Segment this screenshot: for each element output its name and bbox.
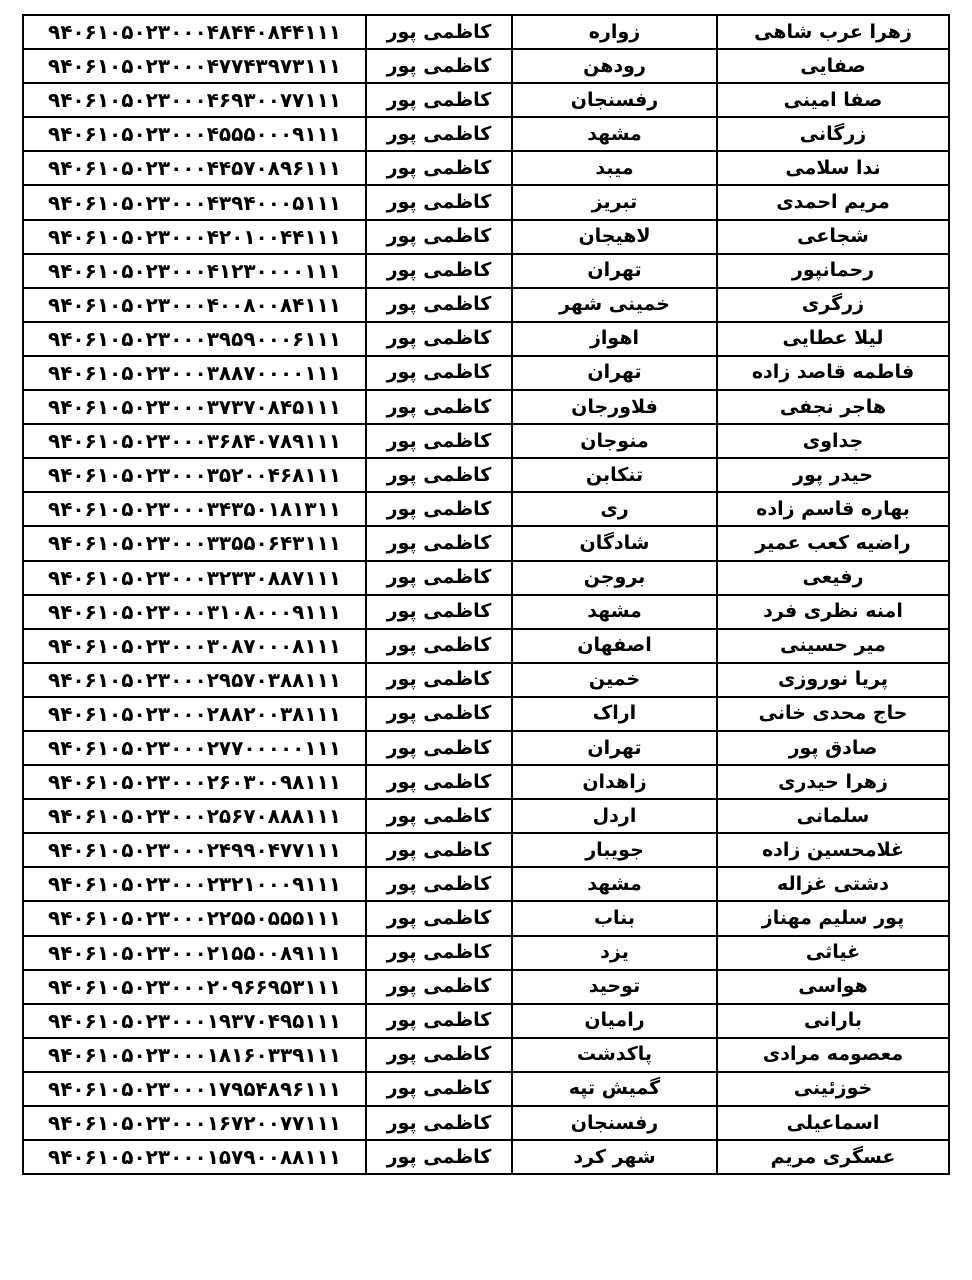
table-row <box>23 424 949 458</box>
family-cell: کاظمی پور <box>366 151 512 185</box>
city-cell: رودهن <box>512 49 717 83</box>
family-cell: کاظمی پور <box>366 492 512 526</box>
code-cell: ۹۴۰۶۱۰۵۰۲۳۰۰۰۴۱۲۳۰۰۰۰۱۱۱ <box>23 254 366 288</box>
code-cell: ۹۴۰۶۱۰۵۰۲۳۰۰۰۴۶۹۳۰۰۷۷۱۱۱ <box>23 83 366 117</box>
table-row <box>23 765 949 799</box>
family-cell: کاظمی پور <box>366 1038 512 1072</box>
code-cell: ۹۴۰۶۱۰۵۰۲۳۰۰۰۳۱۰۸۰۰۰۹۱۱۱ <box>23 595 366 629</box>
family-cell: کاظمی پور <box>366 970 512 1004</box>
document-sheet <box>22 14 948 1175</box>
city-cell: توحید <box>512 970 717 1004</box>
name-cell: مریم احمدی <box>717 185 949 219</box>
family-cell: کاظمی پور <box>366 867 512 901</box>
city-cell: اردل <box>512 799 717 833</box>
code-cell: ۹۴۰۶۱۰۵۰۲۳۰۰۰۴۳۹۴۰۰۰۵۱۱۱ <box>23 185 366 219</box>
code-cell: ۹۴۰۶۱۰۵۰۲۳۰۰۰۳۴۳۵۰۱۸۱۳۱۱ <box>23 492 366 526</box>
city-cell: جویبار <box>512 833 717 867</box>
family-cell: کاظمی پور <box>366 561 512 595</box>
city-cell: مشهد <box>512 595 717 629</box>
table-row <box>23 663 949 697</box>
code-cell: ۹۴۰۶۱۰۵۰۲۳۰۰۰۱۵۷۹۰۰۸۸۱۱۱ <box>23 1140 366 1174</box>
code-cell: ۹۴۰۶۱۰۵۰۲۳۰۰۰۴۴۵۷۰۸۹۶۱۱۱ <box>23 151 366 185</box>
family-cell: کاظمی پور <box>366 697 512 731</box>
code-cell: ۹۴۰۶۱۰۵۰۲۳۰۰۰۴۸۴۴۰۸۴۴۱۱۱ <box>23 15 366 49</box>
name-cell: بهاره قاسم زاده <box>717 492 949 526</box>
city-cell: رامیان <box>512 1004 717 1038</box>
city-cell: تبریز <box>512 185 717 219</box>
city-cell: شهر کرد <box>512 1140 717 1174</box>
city-cell: اهواز <box>512 322 717 356</box>
family-cell: کاظمی پور <box>366 833 512 867</box>
table-row <box>23 799 949 833</box>
table-row <box>23 629 949 663</box>
code-cell: ۹۴۰۶۱۰۵۰۲۳۰۰۰۱۸۱۶۰۳۳۹۱۱۱ <box>23 1038 366 1072</box>
family-cell: کاظمی پور <box>366 322 512 356</box>
code-cell: ۹۴۰۶۱۰۵۰۲۳۰۰۰۴۵۵۵۰۰۰۹۱۱۱ <box>23 117 366 151</box>
city-cell: فلاورجان <box>512 390 717 424</box>
table-row <box>23 595 949 629</box>
table-row <box>23 49 949 83</box>
family-cell: کاظمی پور <box>366 254 512 288</box>
table-row <box>23 970 949 1004</box>
family-cell: کاظمی پور <box>366 220 512 254</box>
city-cell: اصفهان <box>512 629 717 663</box>
code-cell: ۹۴۰۶۱۰۵۰۲۳۰۰۰۲۲۵۵۰۵۵۵۱۱۱ <box>23 901 366 935</box>
table-row <box>23 1004 949 1038</box>
code-cell: ۹۴۰۶۱۰۵۰۲۳۰۰۰۲۰۹۶۶۹۵۳۱۱۱ <box>23 970 366 1004</box>
family-cell: کاظمی پور <box>366 117 512 151</box>
table-row <box>23 1072 949 1106</box>
name-cell: هاجر نجفی <box>717 390 949 424</box>
table-row <box>23 356 949 390</box>
code-cell: ۹۴۰۶۱۰۵۰۲۳۰۰۰۳۰۸۷۰۰۰۸۱۱۱ <box>23 629 366 663</box>
name-cell: زرگری <box>717 288 949 322</box>
family-cell: کاظمی پور <box>366 731 512 765</box>
city-cell: یزد <box>512 936 717 970</box>
city-cell: مشهد <box>512 867 717 901</box>
name-cell: شجاعی <box>717 220 949 254</box>
table-row <box>23 254 949 288</box>
table-row <box>23 1140 949 1174</box>
city-cell: لاهیجان <box>512 220 717 254</box>
code-cell: ۹۴۰۶۱۰۵۰۲۳۰۰۰۴۷۷۴۳۹۷۳۱۱۱ <box>23 49 366 83</box>
table-row <box>23 833 949 867</box>
name-cell: میر حسینی <box>717 629 949 663</box>
code-cell: ۹۴۰۶۱۰۵۰۲۳۰۰۰۱۹۳۷۰۴۹۵۱۱۱ <box>23 1004 366 1038</box>
family-cell: کاظمی پور <box>366 1072 512 1106</box>
code-cell: ۹۴۰۶۱۰۵۰۲۳۰۰۰۱۶۷۲۰۰۷۷۱۱۱ <box>23 1106 366 1140</box>
family-cell: کاظمی پور <box>366 799 512 833</box>
name-cell: رحمانپور <box>717 254 949 288</box>
name-cell: معصومه مرادی <box>717 1038 949 1072</box>
table-row <box>23 901 949 935</box>
name-cell: ندا سلامی <box>717 151 949 185</box>
code-cell: ۹۴۰۶۱۰۵۰۲۳۰۰۰۲۹۵۷۰۳۸۸۱۱۱ <box>23 663 366 697</box>
name-cell: پریا نوروزی <box>717 663 949 697</box>
name-cell: سلمانی <box>717 799 949 833</box>
code-cell: ۹۴۰۶۱۰۵۰۲۳۰۰۰۱۷۹۵۴۸۹۶۱۱۱ <box>23 1072 366 1106</box>
code-cell: ۹۴۰۶۱۰۵۰۲۳۰۰۰۳۳۵۵۰۶۴۳۱۱۱ <box>23 526 366 560</box>
name-cell: جداوی <box>717 424 949 458</box>
name-cell: هواسی <box>717 970 949 1004</box>
name-cell: حاج محدی خانی <box>717 697 949 731</box>
table-row <box>23 561 949 595</box>
city-cell: رفسنجان <box>512 1106 717 1140</box>
city-cell: شادگان <box>512 526 717 560</box>
family-cell: کاظمی پور <box>366 1004 512 1038</box>
code-cell: ۹۴۰۶۱۰۵۰۲۳۰۰۰۳۵۲۰۰۴۶۸۱۱۱ <box>23 458 366 492</box>
code-cell: ۹۴۰۶۱۰۵۰۲۳۰۰۰۴۰۰۸۰۰۸۴۱۱۱ <box>23 288 366 322</box>
city-cell: خمینی شهر <box>512 288 717 322</box>
city-cell: پاکدشت <box>512 1038 717 1072</box>
name-cell: صفا امینی <box>717 83 949 117</box>
records-table <box>22 14 950 1175</box>
city-cell: زواره <box>512 15 717 49</box>
city-cell: تهران <box>512 254 717 288</box>
city-cell: تنکابن <box>512 458 717 492</box>
code-cell: ۹۴۰۶۱۰۵۰۲۳۰۰۰۴۲۰۱۰۰۴۴۱۱۱ <box>23 220 366 254</box>
code-cell: ۹۴۰۶۱۰۵۰۲۳۰۰۰۲۶۰۳۰۰۹۸۱۱۱ <box>23 765 366 799</box>
name-cell: پور سلیم مهناز <box>717 901 949 935</box>
family-cell: کاظمی پور <box>366 595 512 629</box>
name-cell: حیدر پور <box>717 458 949 492</box>
family-cell: کاظمی پور <box>366 1106 512 1140</box>
family-cell: کاظمی پور <box>366 424 512 458</box>
name-cell: دشتی غزاله <box>717 867 949 901</box>
city-cell: اراک <box>512 697 717 731</box>
table-row <box>23 322 949 356</box>
family-cell: کاظمی پور <box>366 356 512 390</box>
table-row <box>23 1106 949 1140</box>
city-cell: بروجن <box>512 561 717 595</box>
name-cell: رفیعی <box>717 561 949 595</box>
name-cell: عسگری مریم <box>717 1140 949 1174</box>
city-cell: رفسنجان <box>512 83 717 117</box>
family-cell: کاظمی پور <box>366 390 512 424</box>
name-cell: زهرا حیدری <box>717 765 949 799</box>
table-row <box>23 458 949 492</box>
table-row <box>23 936 949 970</box>
name-cell: صادق پور <box>717 731 949 765</box>
table-row <box>23 117 949 151</box>
table-row <box>23 492 949 526</box>
code-cell: ۹۴۰۶۱۰۵۰۲۳۰۰۰۲۸۸۲۰۰۳۸۱۱۱ <box>23 697 366 731</box>
table-row <box>23 185 949 219</box>
table-row <box>23 1038 949 1072</box>
city-cell: تهران <box>512 731 717 765</box>
name-cell: راضیه کعب عمیر <box>717 526 949 560</box>
code-cell: ۹۴۰۶۱۰۵۰۲۳۰۰۰۳۷۳۷۰۸۴۵۱۱۱ <box>23 390 366 424</box>
code-cell: ۹۴۰۶۱۰۵۰۲۳۰۰۰۳۲۳۳۰۸۸۷۱۱۱ <box>23 561 366 595</box>
city-cell: ری <box>512 492 717 526</box>
code-cell: ۹۴۰۶۱۰۵۰۲۳۰۰۰۳۹۵۹۰۰۰۶۱۱۱ <box>23 322 366 356</box>
family-cell: کاظمی پور <box>366 458 512 492</box>
family-cell: کاظمی پور <box>366 1140 512 1174</box>
code-cell: ۹۴۰۶۱۰۵۰۲۳۰۰۰۲۴۹۹۰۴۷۷۱۱۱ <box>23 833 366 867</box>
family-cell: کاظمی پور <box>366 185 512 219</box>
code-cell: ۹۴۰۶۱۰۵۰۲۳۰۰۰۳۶۸۴۰۷۸۹۱۱۱ <box>23 424 366 458</box>
family-cell: کاظمی پور <box>366 765 512 799</box>
table-row <box>23 697 949 731</box>
name-cell: بارانی <box>717 1004 949 1038</box>
table-row <box>23 220 949 254</box>
family-cell: کاظمی پور <box>366 49 512 83</box>
family-cell: کاظمی پور <box>366 629 512 663</box>
family-cell: کاظمی پور <box>366 663 512 697</box>
name-cell: صفایی <box>717 49 949 83</box>
family-cell: کاظمی پور <box>366 83 512 117</box>
family-cell: کاظمی پور <box>366 288 512 322</box>
name-cell: زهرا عرب شاهی <box>717 15 949 49</box>
table-row <box>23 15 949 49</box>
city-cell: تهران <box>512 356 717 390</box>
name-cell: لیلا عطایی <box>717 322 949 356</box>
code-cell: ۹۴۰۶۱۰۵۰۲۳۰۰۰۳۸۸۷۰۰۰۰۱۱۱ <box>23 356 366 390</box>
table-row <box>23 83 949 117</box>
city-cell: زاهدان <box>512 765 717 799</box>
family-cell: کاظمی پور <box>366 526 512 560</box>
table-row <box>23 526 949 560</box>
table-row <box>23 390 949 424</box>
name-cell: خوزئینی <box>717 1072 949 1106</box>
name-cell: امنه نظری فرد <box>717 595 949 629</box>
records-table-body <box>23 15 949 1174</box>
code-cell: ۹۴۰۶۱۰۵۰۲۳۰۰۰۲۵۶۷۰۸۸۸۱۱۱ <box>23 799 366 833</box>
name-cell: اسماعیلی <box>717 1106 949 1140</box>
name-cell: غیاثی <box>717 936 949 970</box>
name-cell: فاطمه قاصد زاده <box>717 356 949 390</box>
table-row <box>23 731 949 765</box>
name-cell: غلامحسین زاده <box>717 833 949 867</box>
name-cell: زرگانی <box>717 117 949 151</box>
city-cell: مشهد <box>512 117 717 151</box>
code-cell: ۹۴۰۶۱۰۵۰۲۳۰۰۰۲۷۷۰۰۰۰۰۱۱۱ <box>23 731 366 765</box>
table-row <box>23 867 949 901</box>
city-cell: گمیش تپه <box>512 1072 717 1106</box>
city-cell: خمین <box>512 663 717 697</box>
code-cell: ۹۴۰۶۱۰۵۰۲۳۰۰۰۲۳۲۱۰۰۰۹۱۱۱ <box>23 867 366 901</box>
table-row <box>23 288 949 322</box>
code-cell: ۹۴۰۶۱۰۵۰۲۳۰۰۰۲۱۵۵۰۰۸۹۱۱۱ <box>23 936 366 970</box>
table-row <box>23 151 949 185</box>
family-cell: کاظمی پور <box>366 15 512 49</box>
city-cell: میبد <box>512 151 717 185</box>
city-cell: بناب <box>512 901 717 935</box>
city-cell: منوجان <box>512 424 717 458</box>
family-cell: کاظمی پور <box>366 901 512 935</box>
family-cell: کاظمی پور <box>366 936 512 970</box>
